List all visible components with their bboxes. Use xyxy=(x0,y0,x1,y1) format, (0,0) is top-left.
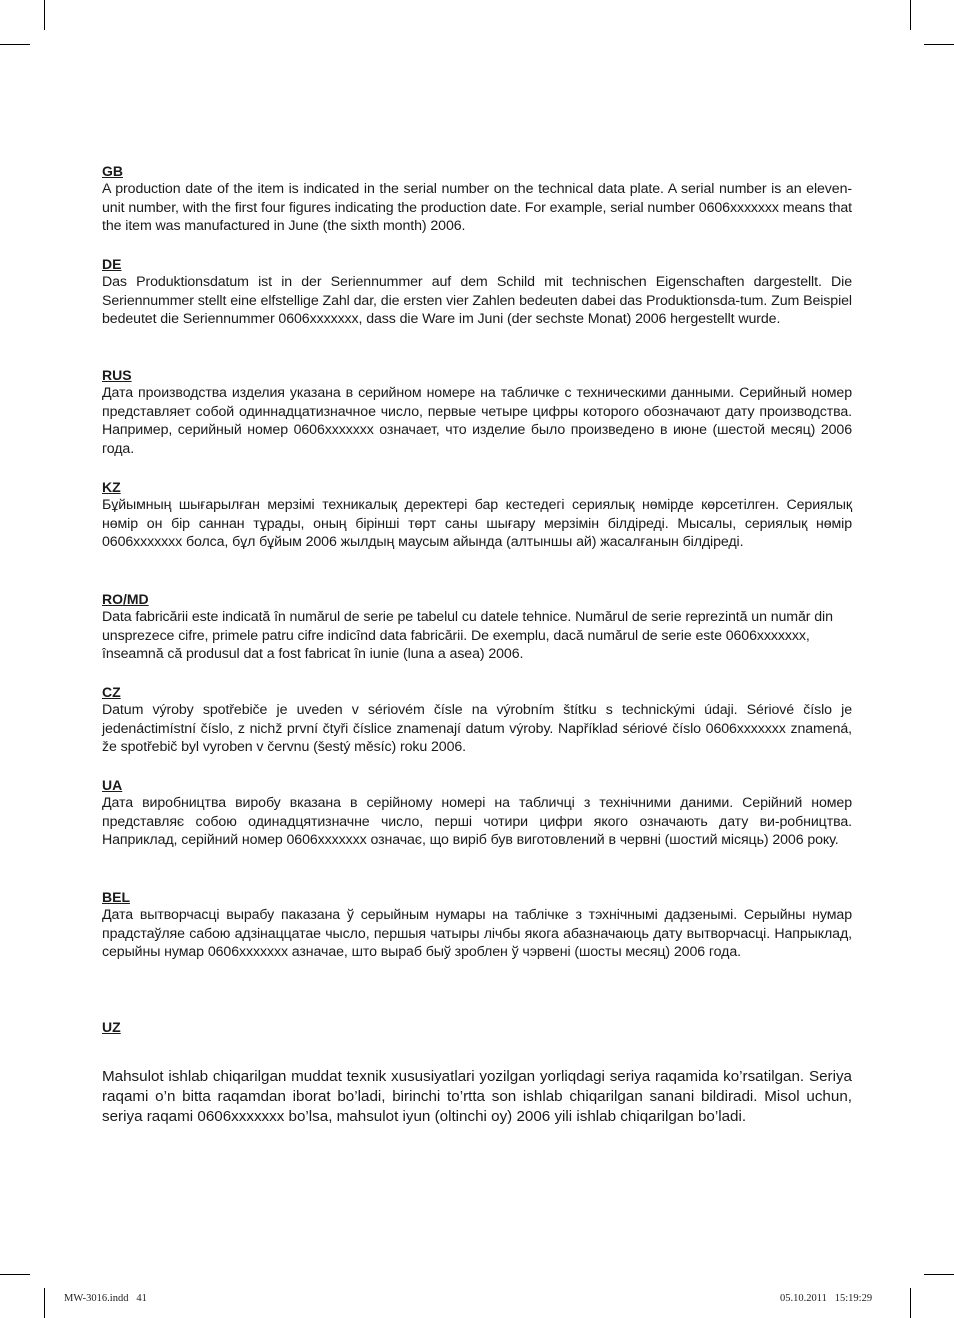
section-bel xyxy=(102,888,852,962)
section-heading: BEL xyxy=(102,889,130,905)
crop-mark xyxy=(924,44,954,45)
section-ro-md xyxy=(102,590,852,664)
section-text: Дата виробництва виробу вказана в серійному номері на табличці з технічними даними. Серійний номер представляє собою одинадцятизначне число, перші чотири цифри якого означають дату ви-робництва. Наприклад, серійний номер 0606xxxxxxx означає, що виріб був виготовлений в червні (шостий місяць) 2006 року. xyxy=(102,795,852,849)
section-text: Data fabricării este indicată în numărul de serie pe tabelul cu datele tehnice. Numărul de serie reprezintă un număr din unsprezece cifre, primele patru cifre indicînd data fabricării. De exemplu, dacă numărul de serie este 0606xxxxxxx, înseamnă că produsul dat a fost fabricat în iunie (luna a asea) 2006. xyxy=(102,609,833,663)
section-text: Datum výroby spotřebiče je uveden v sériovém čísle na výrobním štítku s technickými údaji. Sériové číslo je jedenáctimístní číslo, z nichž první čtyři číslice znamenají datum výroby. Například sériové číslo 0606xxxxxxx znamená, že spotřebič byl vyroben v červnu (šestý měsíc) roku 2006. xyxy=(102,702,852,756)
crop-mark xyxy=(44,1288,45,1318)
section-text: A production date of the item is indicated in the serial number on the technical data plate. A serial number is an eleven-unit number, with the first four figures indicating the production date. For example, serial number 0606xxxxxxx means that the item was manufactured in June (the sixth month) 2006. xyxy=(102,181,852,235)
section-text: Дата производства изделия указана в серийном номере на табличке с техническими данными. Серийный номер представляет собой одиннадцатизначное число, первые четыре цифры которого обозначают дату производства. Например, серийный номер 0606xxxxxxx означает, что изделие было произведено в июне (шестой месяц) 2006 года. xyxy=(102,385,852,457)
footer-timestamp: 05.10.2011 15:19:29 xyxy=(780,1293,873,1304)
section-text: Бұйымның шығарылған мерзімі техникалық деректері бар кестедегі сериялық нөмірде көрсетілген. Сериялық нөмір он бір саннан тұрады, оның бірінші төрт саны шығару мерзімін білдіреді. Мысалы, сериялық нөмір 0606xxxxxxx болса, бұл бұйым 2006 жылдың маусым айында (алтыншы ай) жасалғанын білдіреді. xyxy=(102,497,852,551)
section-uz xyxy=(102,1018,852,1036)
section-heading: UA xyxy=(102,777,123,793)
section-text-uz: Mahsulot ishlab chiqarilgan muddat texnik xususiyatlari yozilgan yorliqdagi seriya raqamida ko’rsatilgan. Seriya raqami o’n bitta raqamdan iborat bo’ladi, birinchi to’rtta son ishlab chiqarilgan sanani bildiradi. Misol uchun, seriya raqami 0606xxxxxxx bo’lsa, mahsulot iyun (oltinchi oy) 2006 yili ishlab chiqarilgan bo’ladi. xyxy=(102,1068,852,1125)
crop-mark xyxy=(924,1274,954,1275)
footer-file-info: MW-3016.indd 41 xyxy=(64,1293,147,1304)
section-gb xyxy=(102,162,852,236)
crop-mark xyxy=(910,1288,911,1318)
section-heading: RO/MD xyxy=(102,591,149,607)
section-text: Das Produktionsdatum ist in der Seriennummer auf dem Schild mit technischen Eigenschaften dargestellt. Die Seriennummer stellt eine elfstellige Zahl dar, die ersten vier Zahlen bedeuten dabei das Produktionsda-tum. Zum Beispiel bedeutet die Seriennummer 0606xxxxxxx, dass die Ware im Juni (der sechste Monat) 2006 hergestellt wurde. xyxy=(102,274,852,328)
section-heading: DE xyxy=(102,256,122,272)
section-ua xyxy=(102,776,852,850)
section-text: Дата вытворчасці вырабу паказана ў серыйным нумары на таблічке з тэхнічнымі дадзенымі. Серыйны нумар прадстаўляе сабою адзінаццатае чысло, першыя чатыры лічбы якога абазначаюць дату вытворчасці. Напрыклад, серыйны нумар 0606xxxxxxx азначае, што выраб быў зроблен ў чэрвені (шосты месяц) 2006 года. xyxy=(102,907,852,961)
section-heading: UZ xyxy=(102,1019,121,1035)
section-heading: RUS xyxy=(102,367,132,383)
section-heading: GB xyxy=(102,163,123,179)
crop-mark xyxy=(44,0,45,30)
section-rus xyxy=(102,366,852,458)
crop-mark xyxy=(910,0,911,30)
section-heading: CZ xyxy=(102,684,121,700)
section-kz xyxy=(102,478,852,552)
crop-mark xyxy=(0,1274,30,1275)
section-cz xyxy=(102,683,852,757)
section-de xyxy=(102,255,852,329)
section-heading: KZ xyxy=(102,479,121,495)
crop-mark xyxy=(0,44,30,45)
